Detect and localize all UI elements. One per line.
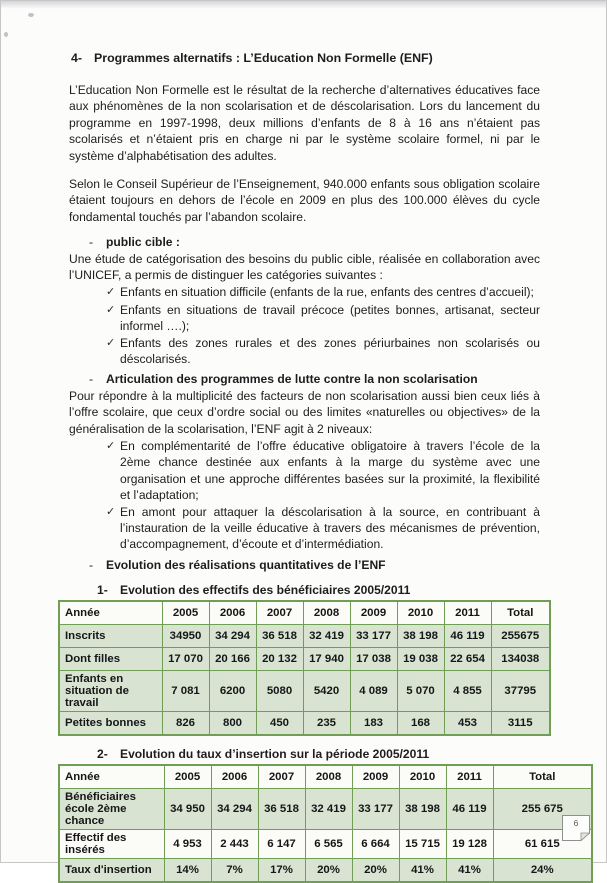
column-header: 2005 <box>162 601 209 625</box>
caption-text: Evolution des effectifs des bénéficiaires 2005/2011 <box>120 582 411 597</box>
table-cell: 34950 <box>162 624 209 647</box>
table-cell: 34 294 <box>211 788 258 829</box>
column-header: 2009 <box>352 765 399 789</box>
subsection-label: Articulation des programmes de lutte contre la non scolarisation <box>106 372 478 387</box>
table-cell: 183 <box>350 711 397 735</box>
table-cell: 6 565 <box>305 829 352 858</box>
table-cell: 134038 <box>491 647 550 670</box>
table-cell: 5420 <box>303 670 350 711</box>
paragraph-conseil: Selon le Conseil Supérieur de l’Enseignement, 940.000 enfants sous obligation scolaire étaient toujours en dehors de l’école en 2009 en plus des 100.000 élèves du cycle fondamental touchés par l’abandon scolaire. <box>69 177 540 224</box>
table-cell: 6200 <box>209 670 256 711</box>
column-header: 2008 <box>303 601 350 625</box>
section-heading <box>71 51 540 65</box>
list-item-text: En complémentarité de l’offre éducative obligatoire à travers l’école de la 2ème chance destinée aux enfants à la marge du système avec une organisation et une approche différentes basées sur la proximité, la flexibilité et l’adaptation; <box>120 439 540 502</box>
public-cible-intro: Une étude de catégorisation des besoins du public cible, réalisée en collaboration avec l’UNICEF, a permis de distinguer les catégories suivantes : <box>69 251 540 283</box>
paragraph-intro-enf: L’Education Non Formelle est le résultat de la recherche d’alternatives éducatives face aux phénomènes de la non scolarisation et de déscolarisation. Lors du lancement du programme en 1997-1998, deux millions d’enfants de 8 à 16 ans n’étaient pas scolarisés et n’étaient pris en charge ni par le système scolaire formel, ni par le système d’alphabétisation des adultes. <box>69 83 540 163</box>
column-header: 2006 <box>211 765 258 789</box>
table-cell: 800 <box>209 711 256 735</box>
column-header: 2009 <box>350 601 397 625</box>
table-row <box>59 788 592 829</box>
section-title: Programmes alternatifs : L’Education Non Formelle (ENF) <box>94 51 433 65</box>
table-cell: 20% <box>352 858 399 882</box>
table-cell: 17 038 <box>350 647 397 670</box>
table-cell: 450 <box>256 711 303 735</box>
row-label: Dont filles <box>59 647 162 670</box>
table-cell: 24% <box>493 858 592 882</box>
checkmark-icon: ✓ <box>106 303 116 316</box>
dash-bullet: - <box>89 557 94 572</box>
list-item <box>106 504 540 553</box>
list-item <box>106 438 540 503</box>
table-cell: 36 518 <box>258 788 305 829</box>
checkmark-icon: ✓ <box>106 440 116 453</box>
column-header: 2010 <box>399 765 446 789</box>
caption-number: 1- <box>97 582 108 597</box>
list-item <box>106 284 540 300</box>
column-header: 2011 <box>444 601 491 625</box>
table-cell: 2 443 <box>211 829 258 858</box>
table-cell: 17 070 <box>162 647 209 670</box>
effectifs-beneficiaires-table <box>58 600 551 736</box>
table-cell: 20 166 <box>209 647 256 670</box>
taux-insertion-table <box>58 764 593 883</box>
subsection-public-cible <box>89 234 540 250</box>
articulation-list <box>106 438 540 552</box>
table-row <box>59 647 550 670</box>
list-item-text: Enfants en situation difficile (enfants de la rue, enfants des centres d’accueil); <box>120 285 534 300</box>
table-cell: 19 038 <box>397 647 444 670</box>
table-cell: 3115 <box>491 711 550 735</box>
table-cell: 15 715 <box>399 829 446 858</box>
table-cell: 168 <box>397 711 444 735</box>
caption-text: Evolution du taux d’insertion sur la période 2005/2011 <box>120 746 430 761</box>
column-header: Total <box>493 765 592 789</box>
table-cell: 34 294 <box>209 624 256 647</box>
table-cell: 32 419 <box>305 788 352 829</box>
table-cell: 14% <box>164 858 211 882</box>
articulation-intro: Pour répondre à la multiplicité des facteurs de non scolarisation aussi bien ceux liés à l’offre scolaire, que ceux d’ordre social ou des limites «naturelles ou objectives» de la généralisation de la scolarisation, l’ENF agit à 2 niveaux: <box>69 388 540 436</box>
checkmark-icon: ✓ <box>106 337 116 350</box>
table-cell: 4 953 <box>164 829 211 858</box>
table-cell: 41% <box>399 858 446 882</box>
checkmark-icon: ✓ <box>106 286 116 299</box>
table-cell: 61 615 <box>493 829 592 858</box>
row-label: Bénéficiaires école 2ème chance <box>59 788 164 829</box>
page-number: 6 <box>573 818 579 828</box>
subsection-articulation <box>89 371 540 387</box>
table-cell: 255675 <box>491 624 550 647</box>
table-cell: 6 664 <box>352 829 399 858</box>
list-item-text: Enfants des zones rurales et des zones périurbaines non scolarisés ou déscolarisés. <box>120 336 540 367</box>
table-cell: 4 855 <box>444 670 491 711</box>
table-cell: 20% <box>305 858 352 882</box>
table-header-row <box>59 601 550 625</box>
table-cell: 6 147 <box>258 829 305 858</box>
table-cell: 5080 <box>256 670 303 711</box>
column-header: 2007 <box>256 601 303 625</box>
table-cell: 33 177 <box>352 788 399 829</box>
column-header: 2010 <box>397 601 444 625</box>
table-cell: 7% <box>211 858 258 882</box>
public-cible-list <box>106 284 540 367</box>
table-cell: 46 119 <box>444 624 491 647</box>
subsection-label: Evolution des réalisations quantitatives de l’ENF <box>106 557 386 572</box>
table-cell: 34 950 <box>164 788 211 829</box>
table-cell: 453 <box>444 711 491 735</box>
table-cell: 32 419 <box>303 624 350 647</box>
column-header: 2006 <box>209 601 256 625</box>
subsection-evolution <box>89 557 540 573</box>
table-cell: 37795 <box>491 670 550 711</box>
table1-caption <box>97 583 540 597</box>
list-item <box>106 302 540 334</box>
table-cell: 38 198 <box>397 624 444 647</box>
table-cell: 36 518 <box>256 624 303 647</box>
column-header: Année <box>59 765 164 789</box>
table-cell: 255 675 <box>493 788 592 829</box>
column-header: 2008 <box>305 765 352 789</box>
page-content <box>1 1 606 883</box>
table-cell: 7 081 <box>162 670 209 711</box>
page-number-note-icon <box>561 814 591 842</box>
table-cell: 33 177 <box>350 624 397 647</box>
table-cell: 826 <box>162 711 209 735</box>
table-cell: 41% <box>446 858 493 882</box>
dash-bullet: - <box>89 235 94 250</box>
column-header: 2007 <box>258 765 305 789</box>
checkmark-icon: ✓ <box>106 505 116 518</box>
table-cell: 17 940 <box>303 647 350 670</box>
row-label: Effectif des insérés <box>59 829 164 858</box>
row-label: Petites bonnes <box>59 711 162 735</box>
table-row <box>59 624 550 647</box>
table-row <box>59 858 592 882</box>
column-header: Année <box>59 601 162 625</box>
scan-speck <box>28 13 34 17</box>
table-header-row <box>59 765 592 789</box>
column-header: 2005 <box>164 765 211 789</box>
list-item <box>106 335 540 367</box>
table-cell: 5 070 <box>397 670 444 711</box>
table-cell: 46 119 <box>446 788 493 829</box>
table-row <box>59 711 550 735</box>
column-header: Total <box>491 601 550 625</box>
table-cell: 4 089 <box>350 670 397 711</box>
list-item-text: En amont pour attaquer la déscolarisation à la source, en contribuant à l’instauration de la veille éducative à travers des mécanismes de prévention, d’accompagnement, d’écoute et d’intermédiation. <box>120 504 540 552</box>
scan-edge-shadow <box>1 1 606 9</box>
table-row <box>59 829 592 858</box>
table-row <box>59 670 550 711</box>
table-cell: 38 198 <box>399 788 446 829</box>
scan-speck <box>4 32 8 37</box>
table-cell: 235 <box>303 711 350 735</box>
table-cell: 20 132 <box>256 647 303 670</box>
row-label: Enfants en situation de travail <box>59 670 162 711</box>
table-cell: 22 654 <box>444 647 491 670</box>
table2-caption <box>97 747 540 761</box>
column-header: 2011 <box>446 765 493 789</box>
row-label: Taux d'insertion <box>59 858 164 882</box>
table-cell: 19 128 <box>446 829 493 858</box>
section-number: 4- <box>71 51 83 65</box>
row-label: Inscrits <box>59 624 162 647</box>
list-item-text: Enfants en situations de travail précoce (petites bonnes, artisanat, secteur informel ….); <box>120 302 540 333</box>
dash-bullet: - <box>89 372 94 387</box>
caption-number: 2- <box>97 746 108 761</box>
subsection-label: public cible : <box>106 235 180 250</box>
table-cell: 17% <box>258 858 305 882</box>
